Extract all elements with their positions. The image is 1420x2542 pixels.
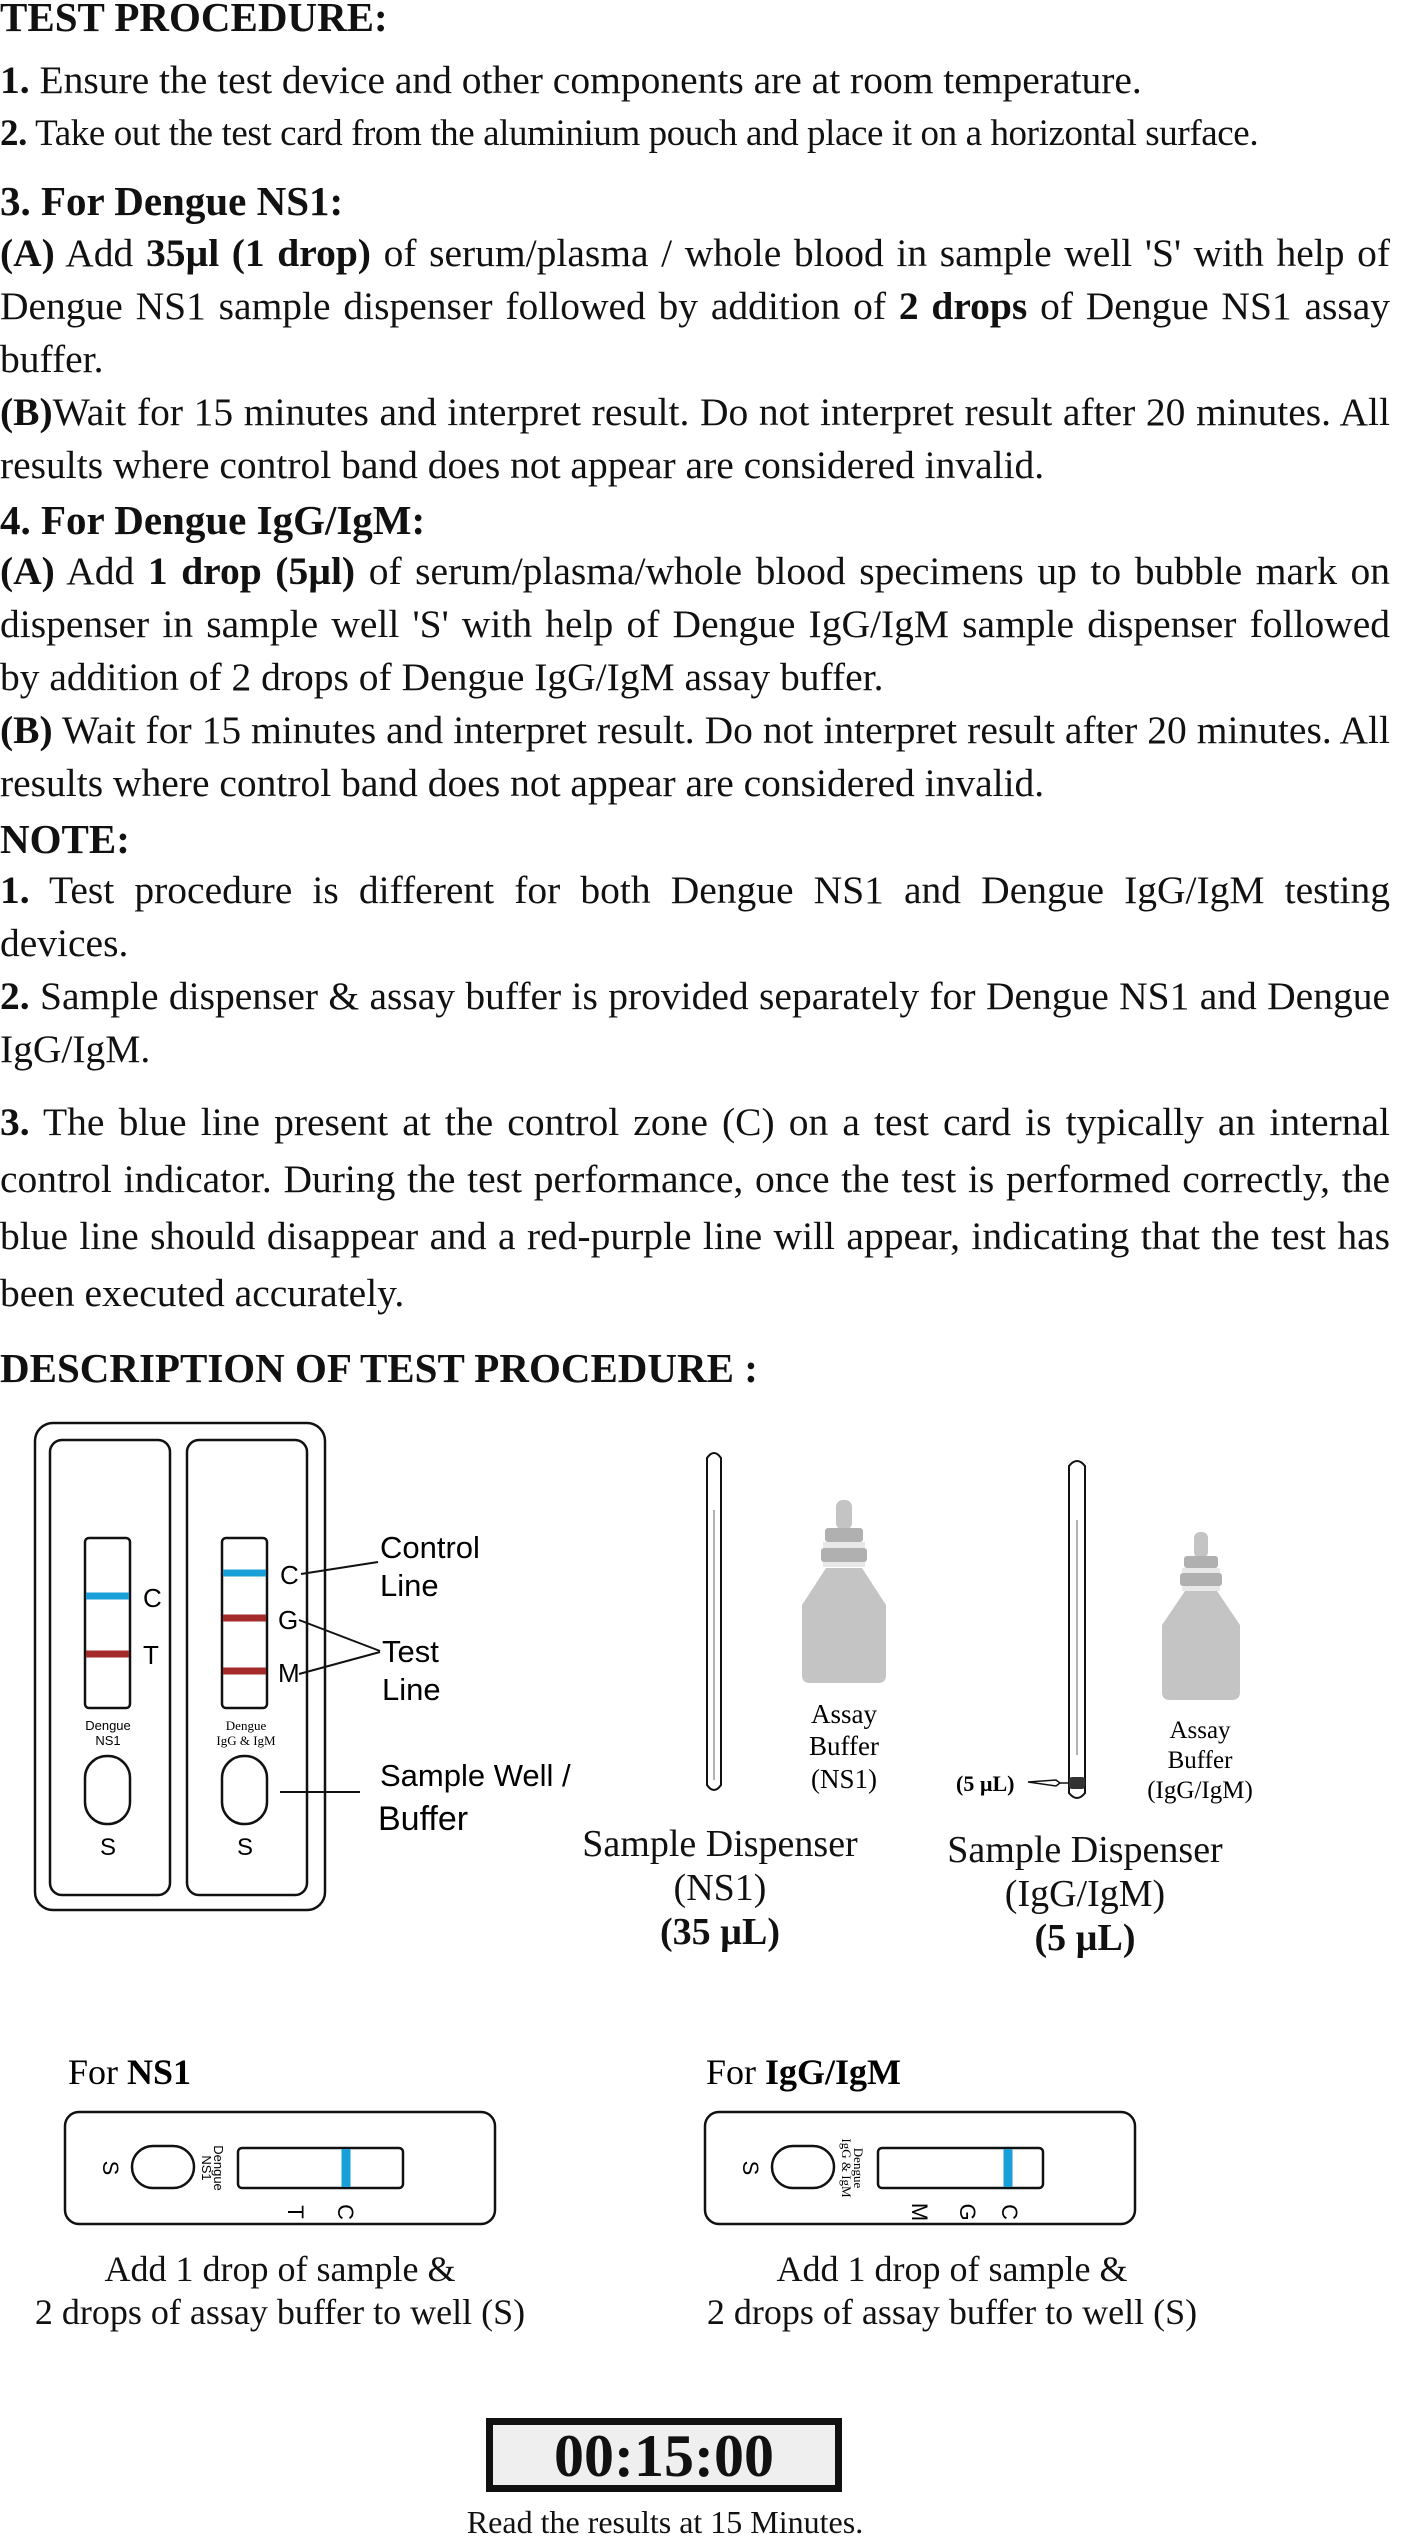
ns1-dispenser-caption-3: (35 µL)	[659, 1911, 781, 1953]
igg-dispenser-caption-2: (IgG/IgM)	[1004, 1873, 1166, 1915]
igg-for-title	[706, 2052, 901, 2092]
igg-dispenser-caption-1: Sample Dispenser	[947, 1829, 1223, 1871]
test-callout-line-g	[299, 1620, 380, 1651]
test-callout-line-m	[299, 1652, 380, 1674]
ns1-buffer-label-2: Buffer	[809, 1731, 879, 1761]
ns1-t-label: T	[143, 1640, 159, 1670]
ns1-sample-well	[85, 1756, 130, 1824]
ns1-h-c-label: C	[333, 2204, 358, 2220]
igg-buffer-bottle-icon	[1162, 1532, 1240, 1700]
step-3-heading: 3. For Dengue NS1:	[0, 178, 344, 224]
igg-h-g-label: G	[955, 2203, 980, 2221]
note-1	[0, 864, 1390, 970]
igg-for-word: For	[706, 2052, 757, 2092]
bubble-mark	[1069, 1777, 1085, 1789]
ns1-for-word: For	[68, 2052, 119, 2092]
test-line-label-1: Test	[382, 1634, 439, 1669]
ns1-name-1: Dengue	[85, 1718, 131, 1733]
ns1-instruction-1: Add 1 drop of sample &	[104, 2249, 456, 2289]
control-line-label-1: Control	[380, 1530, 480, 1565]
igg-h-dengue-1: Dengue	[851, 2147, 866, 2189]
igg-dispenser-caption	[885, 1828, 1285, 1960]
note-heading: NOTE:	[0, 816, 130, 862]
ns1-c-label: C	[143, 1583, 162, 1613]
igg-h-m-label: M	[907, 2202, 932, 2222]
igg-instruction-1: Add 1 drop of sample &	[776, 2249, 1128, 2289]
step-3b-text: Wait for 15 minutes and interpret result. Do not interpret result after 20 minutes. All results where control band does not appear are considered invalid.	[0, 390, 1390, 487]
igg-instruction-2: 2 drops of assay buffer to well (S)	[706, 2292, 1198, 2332]
step-4a-volume: 1 drop (5µl)	[147, 549, 356, 593]
note-2	[0, 970, 1390, 1076]
bubble-mark-arrow	[1028, 1780, 1060, 1786]
igg-for-name: IgG/IgM	[765, 2052, 902, 2092]
step-4a-label: (A)	[0, 549, 55, 593]
timer-display: 00:15:00	[486, 2418, 842, 2492]
ns1-h-sample-well	[132, 2146, 194, 2188]
ns1-dispenser-caption-1: Sample Dispenser	[582, 1823, 858, 1865]
ns1-s-label: S	[99, 1834, 117, 1861]
note-3-number: 3.	[0, 1100, 30, 1144]
ns1-buffer-label-1: Assay	[811, 1699, 877, 1729]
step-4a	[0, 545, 1390, 704]
ns1-for-title	[68, 2052, 191, 2092]
igg-s-label: S	[236, 1834, 254, 1861]
igg-g-label: G	[278, 1605, 299, 1635]
footer-note: Read the results at 15 Minutes.	[466, 2504, 864, 2540]
test-line-label-2: Line	[382, 1672, 441, 1707]
igg-instruction-caption	[672, 2248, 1232, 2334]
control-line-label-2: Line	[380, 1568, 439, 1603]
step-4a-text-1: Add	[66, 549, 135, 593]
step-4a-text-2: of serum/plasma/whole blood specimens up to bubble mark on dispenser in sample well 'S' with help of Dengue IgG/IgM sample dispenser followed by addition of 2 drops of Dengue IgG/IgM assay buffer.	[0, 549, 1391, 699]
control-callout-line	[301, 1562, 378, 1574]
step-1-number: 1.	[0, 58, 30, 102]
igg-buffer-label-3: (IgG/IgM)	[1147, 1777, 1253, 1804]
ns1-buffer-label-3: (NS1)	[811, 1764, 877, 1794]
step-4b	[0, 704, 1390, 810]
ns1-for-name: NS1	[127, 2052, 192, 2092]
ns1-buffer-bottle-icon	[802, 1500, 886, 1683]
ns1-dispenser	[707, 1453, 721, 1790]
ns1-name-2: NS1	[95, 1733, 121, 1748]
igg-test-card	[187, 1440, 307, 1895]
bubble-mark-label: (5 µL)	[956, 1771, 1015, 1796]
step-3b	[0, 386, 1390, 492]
step-4-heading: 4. For Dengue IgG/IgM:	[0, 497, 426, 543]
ns1-h-dengue-2: NS1	[199, 2155, 214, 2181]
igg-dispenser-caption-3: (5 µL)	[1034, 1917, 1136, 1959]
step-2-text: Take out the test card from the aluminium pouch and place it on a horizontal surface.	[35, 113, 1259, 154]
step-3a-text-1: Add	[65, 231, 134, 275]
step-3a-text-2: of serum/plasma / whole blood in sample well 'S' with help of Dengue NS1 sample dispenser followed by addition of	[0, 231, 1391, 328]
step-3b-label: (B)	[0, 390, 53, 434]
step-2-number: 2.	[0, 113, 27, 154]
ns1-instruction-caption	[0, 2248, 560, 2334]
igg-name-2: IgG & IgM	[216, 1733, 276, 1748]
igg-h-sample-well	[772, 2146, 834, 2188]
step-3a	[0, 227, 1390, 386]
step-3a-drops: 2 drops	[898, 284, 1028, 328]
page-title: TEST PROCEDURE:	[0, 0, 388, 40]
igg-buffer-label-1: Assay	[1169, 1717, 1231, 1744]
igg-sample-well	[222, 1756, 267, 1824]
igg-h-s-label: S	[738, 2160, 763, 2176]
igg-h-dengue-2: IgG & IgM	[839, 2138, 854, 2198]
igg-buffer-label-2: Buffer	[1167, 1747, 1233, 1774]
note-2-text: Sample dispenser & assay buffer is provided separately for Dengue NS1 and Dengue IgG/IgM.	[0, 974, 1390, 1071]
ns1-h-s-label: S	[98, 2160, 123, 2176]
igg-dispenser	[1069, 1461, 1085, 1798]
step-3a-volume: 35µl (1 drop)	[145, 231, 371, 275]
igg-name-1: Dengue	[225, 1718, 267, 1733]
ns1-h-t-label: T	[283, 2205, 308, 2219]
ns1-horizontal-card	[65, 2112, 495, 2224]
step-4b-text: Wait for 15 minutes and interpret result. Do not interpret result after 20 minutes. All results where control band does not appear are considered invalid.	[0, 708, 1390, 805]
step-1-text: Ensure the test device and other components are at room temperature.	[39, 58, 1142, 102]
note-1-number: 1.	[0, 868, 30, 912]
igg-horizontal-card	[705, 2112, 1135, 2224]
well-label-1: Sample Well /	[380, 1758, 571, 1793]
ns1-test-card	[50, 1440, 170, 1895]
note-3	[0, 1094, 1390, 1322]
well-label-2: Buffer	[378, 1800, 469, 1838]
description-heading: DESCRIPTION OF TEST PROCEDURE :	[0, 1345, 758, 1391]
step-4b-label: (B)	[0, 708, 53, 752]
igg-h-c-label: C	[997, 2204, 1022, 2220]
igg-m-label: M	[278, 1658, 300, 1688]
note-3-text: The blue line present at the control zone (C) on a test card is typically an internal control indicator. During the test performance, once the test is performed correctly, the blue line should disappear and a red-purple line will appear, indicating that the test has been executed accurately.	[0, 1100, 1390, 1315]
ns1-dispenser-caption	[520, 1822, 920, 1954]
note-1-text: Test procedure is different for both Dengue NS1 and Dengue IgG/IgM testing devices.	[0, 868, 1390, 965]
horizontal-cards-diagram	[0, 2040, 1420, 2240]
ns1-instruction-2: 2 drops of assay buffer to well (S)	[34, 2292, 526, 2332]
igg-c-label: C	[280, 1560, 299, 1590]
step-3a-text-3: of Dengue NS1 assay buffer.	[0, 284, 1391, 381]
step-2	[0, 107, 1390, 160]
step-3a-label: (A)	[0, 231, 55, 275]
ns1-h-dengue-1: Dengue	[211, 2145, 226, 2191]
ns1-dispenser-caption-2: (NS1)	[673, 1867, 767, 1909]
step-1	[0, 54, 1390, 107]
note-2-number: 2.	[0, 974, 30, 1018]
